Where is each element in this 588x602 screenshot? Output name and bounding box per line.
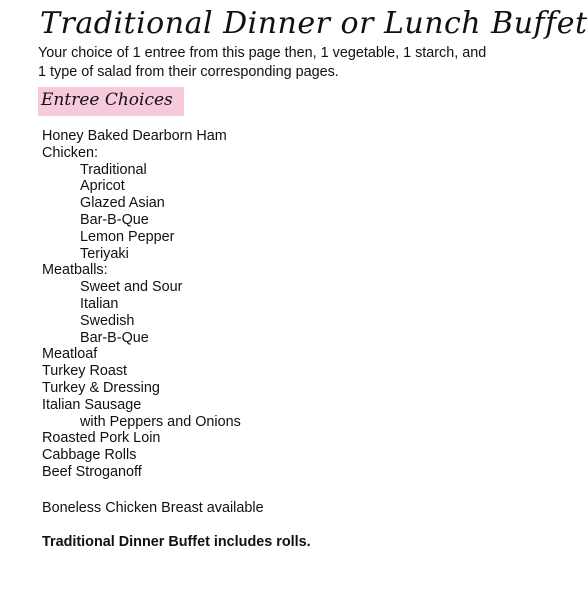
intro-text: Your choice of 1 entree from this page then, 1 vegetable, 1 starch, and 1 type of salad from their corresponding pages. (38, 45, 487, 80)
entree-item: Meatloaf (42, 346, 98, 363)
entree-item: Meatballs: (42, 262, 108, 279)
entree-item: Turkey Roast (42, 363, 128, 380)
availability-note: Boneless Chicken Breast available (42, 500, 264, 516)
entree-subitem: Teriyaki (80, 245, 129, 262)
page-title: Traditional Dinner or Lunch Buffet (40, 6, 588, 41)
entree-subitem: Lemon Pepper (80, 228, 175, 245)
entree-item: Italian Sausage (42, 396, 142, 413)
entree-item: Roasted Pork Loin (42, 430, 161, 447)
entree-list (42, 128, 482, 481)
entree-subitem: Apricot (80, 178, 125, 195)
entree-item: Turkey & Dressing (42, 379, 160, 396)
entree-item: Beef Stroganoff (42, 463, 142, 480)
entree-item: Honey Baked Dearborn Ham (42, 128, 227, 144)
section-label: Entree Choices (41, 90, 173, 110)
entree-subitem: Traditional (80, 161, 147, 178)
entree-subitem: Swedish (80, 312, 135, 329)
entree-item: Chicken: (42, 144, 98, 161)
entree-item: Cabbage Rolls (42, 447, 137, 464)
entree-subitem: Bar-B-Que (80, 329, 149, 346)
entree-subitem: Sweet and Sour (80, 279, 183, 296)
entree-subitem: Bar-B-Que (80, 211, 149, 228)
footer-note: Traditional Dinner Buffet includes rolls. (42, 534, 311, 550)
entree-subitem: with Peppers and Onions (80, 413, 241, 430)
section-header (38, 87, 184, 116)
entree-subitem: Italian (80, 295, 119, 312)
entree-subitem: Glazed Asian (80, 195, 165, 212)
